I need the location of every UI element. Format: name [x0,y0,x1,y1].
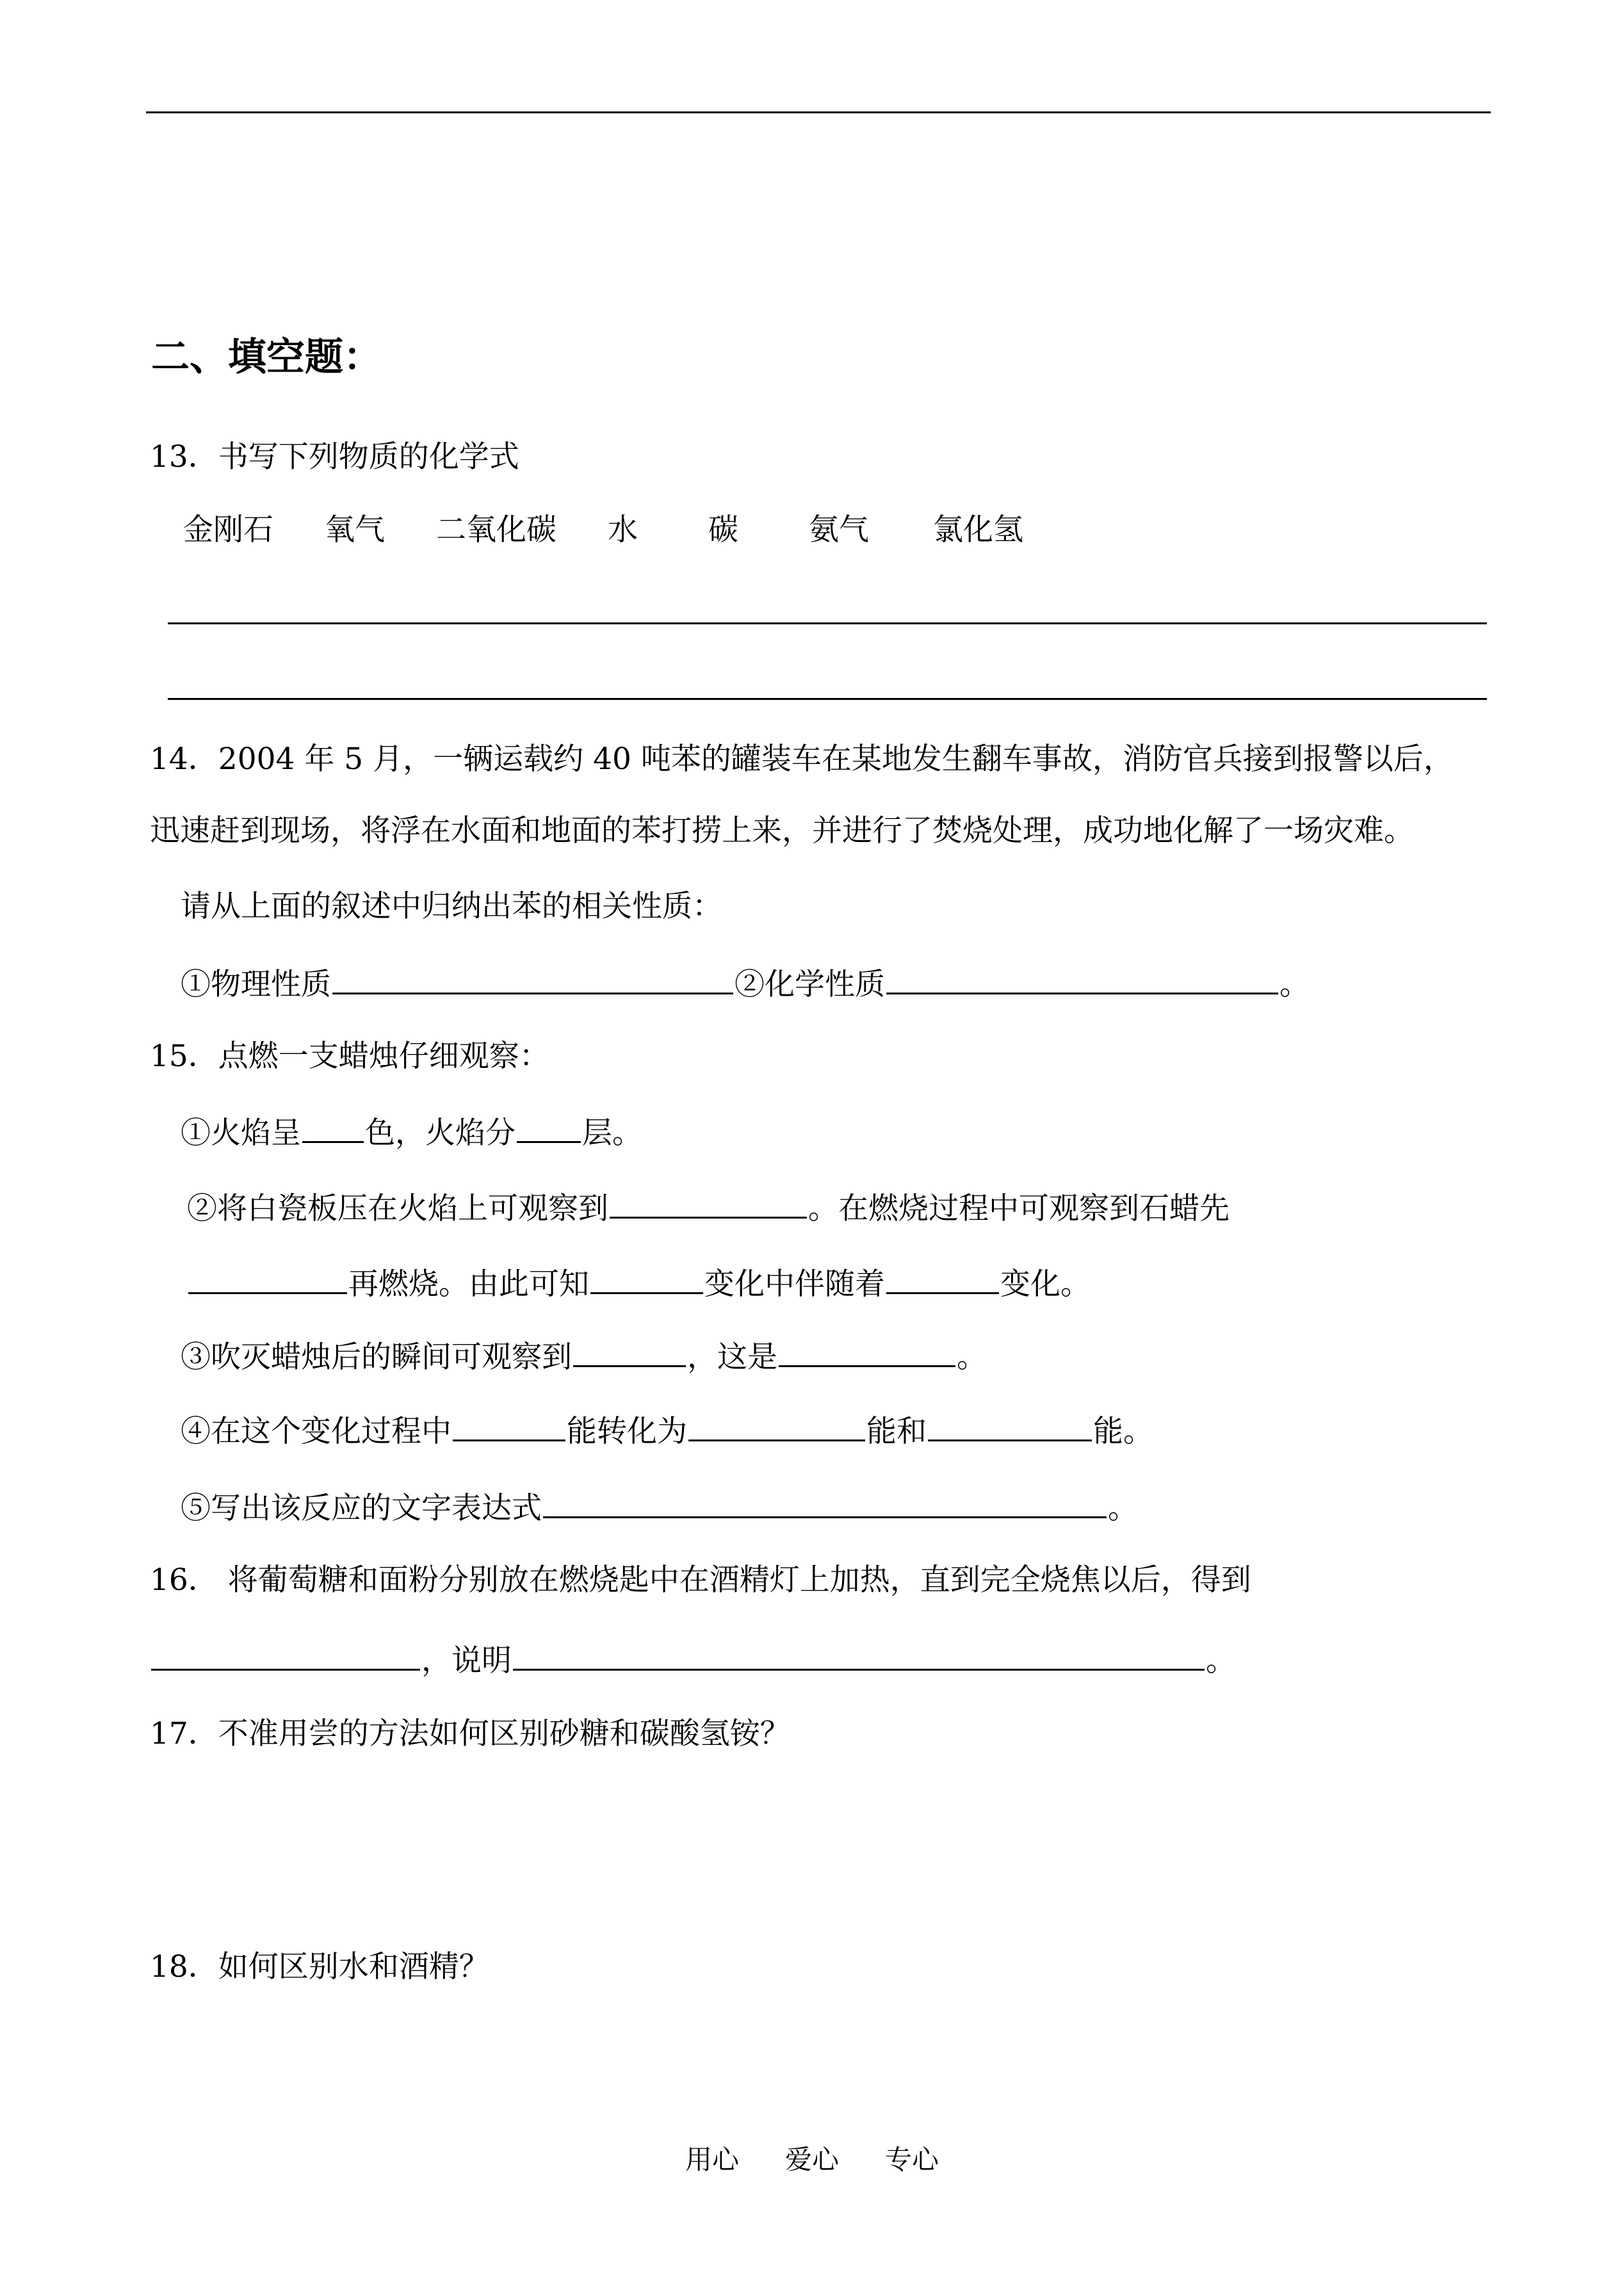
text-segment: ①火焰呈 [181,1115,301,1151]
question-16-line1: 16． 将葡萄糖和面粉分别放在燃烧匙中在酒精灯上加热，直到完全烧焦以后，得到 [150,1562,1251,1598]
text-segment: 变化中伴随着 [704,1267,885,1302]
word-equation-blank[interactable] [543,1489,1107,1518]
text-segment: 。在燃烧过程中可观察到石蜡先 [808,1191,1230,1226]
substance-item: 二氧化碳 [436,512,556,547]
text-segment: 色，火焰分 [365,1115,516,1151]
physical-property-label: ①物理性质 [181,967,331,1002]
footer-text: 用心 [685,2144,739,2175]
accompanying-change-blank[interactable] [886,1265,999,1294]
page-footer [0,2144,1624,2176]
text-segment: ②将白瓷板压在火焰上可观察到 [187,1191,608,1226]
question-14-line1: 14．2004 年 5 月，一辆运载约 40 吨苯的罐装车在某地发生翻车事故，消防官兵接到报警以后， [150,742,1454,777]
chemical-property-label: ②化学性质 [735,967,885,1002]
flame-layers-blank[interactable] [517,1114,581,1143]
section-title: 二、填空题： [151,335,382,380]
punctuation: 。 [1279,967,1310,1002]
question-13: 13．书写下列物质的化学式 [150,439,519,474]
footer-text: 爱心 [784,2144,839,2175]
question-18: 18．如何区别水和酒精？ [150,1949,489,1984]
substance-item: 氯化氢 [933,512,1023,547]
energy-output-blank-1[interactable] [688,1413,865,1441]
substance-item: 金刚石 [183,512,273,547]
q15-part3 [181,1338,987,1375]
energy-source-blank[interactable] [453,1413,565,1441]
text-segment: 变化。 [1000,1267,1091,1302]
extinguish-observation-blank[interactable] [573,1338,686,1367]
conclusion-blank[interactable] [513,1642,1205,1671]
footer-text: 专心 [885,2144,939,2175]
text-segment: ④在这个变化过程中 [181,1414,451,1449]
wax-change-blank[interactable] [188,1265,347,1294]
chemical-property-blank[interactable] [886,966,1278,994]
substance-item: 碳 [708,512,738,547]
energy-output-blank-2[interactable] [928,1413,1092,1441]
observation-blank[interactable] [610,1190,807,1219]
text-segment: 能转化为 [567,1414,687,1449]
flame-color-blank[interactable] [302,1114,364,1143]
explanation-blank[interactable] [779,1338,955,1367]
q13-substance-list [183,512,1075,548]
q15-part2-cont [187,1265,1091,1302]
physical-property-blank[interactable] [332,966,733,994]
answer-line[interactable] [168,698,1487,700]
question-14-answers [181,966,1310,1003]
answer-line[interactable] [168,622,1487,624]
text-segment: 层。 [582,1115,642,1151]
text-segment: 再燃烧。由此可知 [348,1267,589,1302]
punctuation: 。 [1206,1643,1236,1678]
text-segment: ③吹灭蜡烛后的瞬间可观察到 [181,1340,572,1375]
question-16-line2 [150,1642,1236,1679]
q15-part4 [181,1413,1153,1450]
substance-item: 氨气 [809,512,869,547]
text-segment: 能和 [866,1414,927,1449]
question-14-line2: 迅速赶到现场，将浮在水面和地面的苯打捞上来，并进行了焚烧处理，成功地化解了一场灾难。 [150,813,1414,848]
question-15: 15．点燃一支蜡烛仔细观察： [150,1039,549,1074]
result-blank[interactable] [151,1642,420,1671]
substance-item: 氧气 [325,512,385,547]
change-type-blank[interactable] [590,1265,703,1294]
question-14-line3: 请从上面的叙述中归纳出苯的相关性质： [181,889,722,924]
substance-item: 水 [608,512,638,547]
text-segment: ⑤写出该反应的文字表达式 [181,1491,542,1526]
q15-part5 [181,1489,1138,1527]
q15-part1 [181,1114,642,1151]
text-segment: 能。 [1093,1414,1153,1449]
question-17: 17．不准用尝的方法如何区别砂糖和碳酸氢铵？ [150,1716,790,1751]
text-segment: ，说明 [421,1643,512,1678]
q15-part2 [187,1190,1230,1227]
text-segment: 。 [957,1340,987,1375]
text-segment: 。 [1108,1491,1138,1526]
text-segment: ，这是 [687,1340,777,1375]
header-rule [146,111,1491,113]
